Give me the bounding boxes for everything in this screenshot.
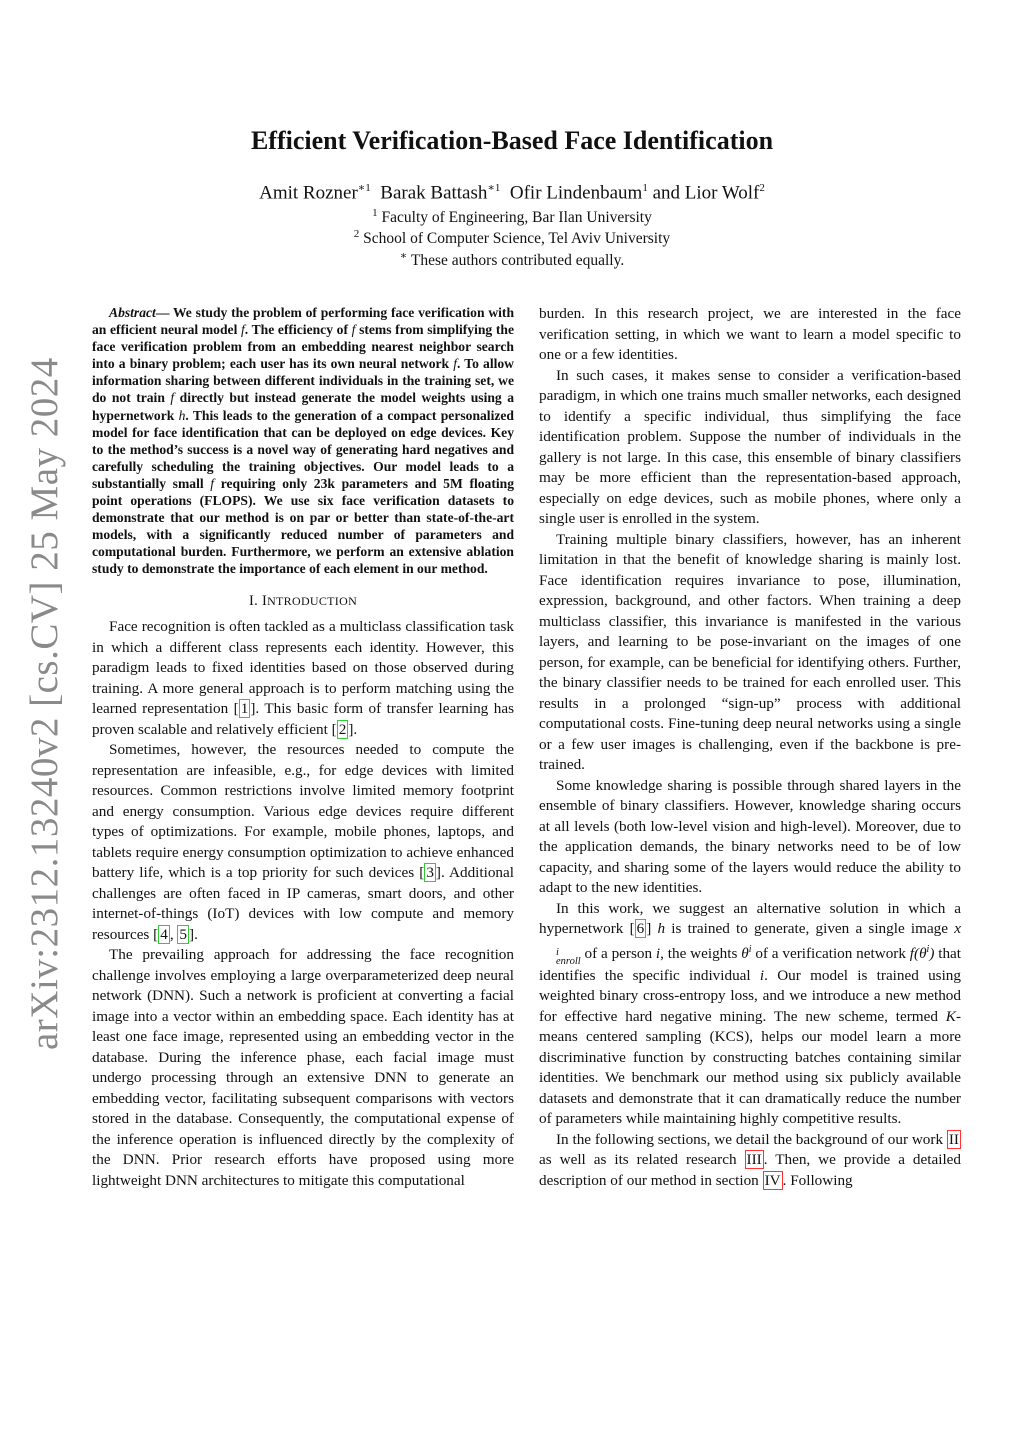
math-f: f (241, 322, 245, 338)
math-subscript: enroll (556, 955, 581, 967)
math-superscript: i (926, 943, 930, 955)
text-run: , (169, 925, 178, 943)
citation-link[interactable]: 6 (636, 920, 645, 937)
abstract-dash: — (155, 305, 173, 320)
section-ref-link[interactable]: IV (764, 1171, 781, 1189)
left-column (92, 304, 514, 1191)
math-superscript: i (556, 946, 559, 958)
abstract-text: . This leads to the generation of a compact personalized model for face identification that can be deployed on edge devices. Key to the method’s success is a novel way of generating hard negatives and carefully scheduling the training objectives. Our model leads to a substantially small (92, 407, 514, 491)
paragraph: burden. In this research project, we are interested in the face verification setting, in which we want to learn a model specific to one or a few identities. (539, 305, 961, 363)
math-superscript: i (748, 943, 752, 955)
text-run: In the following sections, we detail the background of our work (556, 1130, 947, 1148)
paragraph: Some knowledge sharing is possible through shared layers in the ensemble of binary classifiers. However, knowledge sharing occurs at all levels (both low-level vision and high-level). Moreover, due to the application demands, the binary networks need to be of low capacity, and sharing some of the layers would reduce the ability to adapt to the new identities. (539, 776, 961, 896)
text-run: In this work, we suggest an alternative solution in which a hypernetwork (539, 899, 961, 937)
math-f: f (453, 356, 458, 372)
section-heading-introduction (92, 591, 514, 612)
paragraph: Training multiple binary classifiers, however, has an inherent limitation in that the benefit of knowledge sharing is mainly lost. Face identification requires invariance to pose, illumination, expression, background, and other factors. When training a deep multiclass classifier, this invariance is manifested in the various layers, and learning to be pose-invariant on the images of one person, for example, can be beneficial for identifying others. Further, the binary classifier needs to be trained for each enrolled user. This results in a prolonged “sign-up” process with additional computational costs. Fine-tuning deep neural networks using a single or a few user images is challenging, even if the backbone is pre-trained. (539, 530, 961, 773)
math-symbol: ) (929, 944, 935, 962)
math-f: f (170, 390, 175, 406)
text-run: Face recognition is often tackled as a multiclass classification task in which a different class represents each identity. However, this paradigm leads to fixed identities based on those observed during training. A more general approach is to perform matching using the learned representation (92, 618, 514, 717)
text-run: as well as its related research (539, 1151, 745, 1169)
author-name: Barak Battash (380, 182, 488, 204)
text-run: . Our model is trained using weighted binary cross-entropy loss, and we introduce a new method for effective hard negative mining. The new scheme, termed (539, 966, 961, 1025)
affiliation-1 (0, 207, 1024, 227)
text-run: , the weights (660, 944, 742, 962)
text-run: . (194, 925, 198, 943)
text-run: . This basic form of transfer learning has proven scalable and relatively efficient (92, 700, 514, 738)
text-run: . Following (782, 1171, 853, 1189)
math-f: f (210, 475, 215, 491)
author-mark: ∗1 (487, 182, 501, 194)
citation-link[interactable]: 1 (240, 700, 249, 717)
abstract-text: directly but instead generate the model weights using a hypernetwork (92, 390, 514, 423)
paragraph: In such cases, it makes sense to consider a verification-based paradigm, in which one trains much smaller networks, each designed to identify a specific individual, thus simplifying the face identification problem. Suppose the number of individuals in the gallery is not large. In this case, this ensemble of binary classifiers may be more efficient than the representation-based approach, especially on edge devices, such as mobile phones, where only a single user is enrolled in the system. (539, 366, 961, 527)
paragraph: In this work, we suggest an alternative solution in which a hypernetwork [ 6 ] h is trained to generate, given a single image x i enroll of a person i, the weights $\theta^i$ of a verification network $f(\theta^i)$ that identifies the specific individual i. Our model is trained using weighted binary cross-entropy loss, and we introduce a new method for effective hard negative mining. The new scheme, termed K-means centered sampling (KCS), helps our model learn a more discriminative function by constructing batches containing similar identities. We benchmark our method using six publicly available datasets and demonstrate that it can dramatically reduce the number of parameters while maintaining highly competitive results. (539, 899, 961, 1128)
arxiv-identifier: arXiv:2312.13240v2 [cs.CV] 25 May 2024 (23, 357, 66, 1050)
text-run: that identifies the specific individual (539, 944, 961, 984)
paper-title: Efficient Verification-Based Face Identification (250, 126, 774, 155)
affiliation-mark: 2 (353, 228, 360, 240)
author-list (0, 181, 1024, 204)
affiliation-text: Faculty of Engineering, Bar Ilan University (381, 209, 652, 227)
citation-link[interactable]: 5 (179, 925, 187, 943)
author-mark: 2 (759, 182, 765, 194)
author-mark: ∗1 (357, 182, 371, 194)
section-initial: I (261, 592, 268, 609)
citation-link[interactable]: 2 (338, 720, 347, 738)
paragraph: Face recognition is often tackled as a multiclass classification task in which a different class represents each identity. However, this paradigm leads to fixed identities based on those observed during training. A more general approach is to perform matching using the learned representation [ 1 ]. This basic form of transfer learning has proven scalable and relatively efficient [ 2 ]. (92, 618, 514, 738)
paragraph: The prevailing approach for addressing the face recognition challenge involves employing a large overparameterized deep neural network (DNN). Such a network is proficient at converting a facial image into a vector within an embedding space. Each identity has at least one face image, represented using an embedding vector in the database. During the inference phase, each facial image must undergo processing through an extensive DNN to generate an embedding vector, facilitating subsequent comparisons with vectors stored in the database. Consequently, the computational expense of the inference operation is influenced directly by the complexity of the DNN. Prior research efforts have proposed using more lightweight DNN architectures to mitigate this computational (92, 946, 514, 1189)
text-run: . Then, we provide a detailed description of our method in section (539, 1151, 962, 1189)
affiliation-text: These authors contributed equally. (410, 252, 625, 270)
text-run: . Additional challenges are often faced in IP cameras, smart doors, and other internet-of-things (IoT) devices with low compute and memory resources (92, 864, 514, 943)
section-numeral: I. (248, 592, 262, 609)
affiliation-mark: 1 (372, 207, 378, 219)
math-symbol: f(θ (909, 944, 927, 962)
math-h: h (657, 920, 666, 937)
math-h: h (178, 407, 186, 423)
author-name: Amit Rozner (259, 182, 358, 204)
section-title-rest: NTRODUCTION (267, 593, 358, 608)
math-f: f (351, 322, 356, 338)
equal-contribution-note (0, 249, 1024, 270)
section-ref-link[interactable]: II (948, 1130, 959, 1148)
right-column (539, 304, 961, 1191)
abstract-text: We study the problem of performing face verification with an efficient neural model (92, 305, 514, 338)
text-run: of a verification network (751, 944, 910, 962)
author-conjunction: and (652, 182, 680, 204)
abstract-text: . The efficiency of (244, 322, 352, 338)
author-name: Ofir Lindenbaum (509, 182, 643, 204)
math-i: i (655, 944, 661, 962)
affiliation-text: School of Computer Science, Tel Aviv University (363, 230, 671, 248)
math-f-theta (910, 945, 935, 962)
affiliation-2 (0, 228, 1024, 248)
text-run: of a person (580, 944, 656, 962)
text-run: Sometimes, however, the resources needed to compute the representation are infeasible, e.g., for edge devices with limited resources. Common restrictions involve limited memory footprint and energy consumption. Various edge devices require different types of optimizations. For example, mobile phones, laptops, and tablets require energy consumption optimization to achieve enhanced battery life, which is a top priority for such devices (92, 741, 514, 881)
abstract-text: . To allow information sharing between different individuals in the training set, we do not train (92, 356, 514, 406)
paragraph (539, 1130, 961, 1192)
paragraph: Sometimes, however, the resources needed to compute the representation are infeasible, e.g., for edge devices with limited resources. Common restrictions involve limited memory footprint and energy consumption. Various edge devices require different types of optimizations. For example, mobile phones, laptops, and tablets require energy consumption optimization to achieve enhanced battery life, which is a top priority for such devices [ 3 ]. Additional challenges are often faced in IP cameras, smart doors, and other internet-of-things (IoT) devices with low compute and memory resources [ 4 , 5 ]. (92, 741, 514, 943)
citation-link[interactable]: 3 (426, 864, 434, 881)
math-symbol: x (954, 920, 961, 937)
math-symbol: θ (741, 944, 749, 962)
abstract (92, 304, 514, 578)
author-name: Lior Wolf (684, 182, 760, 204)
text-run: . (353, 720, 358, 738)
text-run: -means centered sampling (KCS), helps our model learn a more discriminative function by constructing batches containing similar identities. We benchmark our method using six publicly available datasets and demonstrate that it can dramatically reduce the number of parameters while maintaining highly competitive results. (539, 1007, 961, 1128)
section-ref-link[interactable]: III (746, 1151, 762, 1169)
abstract-text: requiring only 23k parameters and 5M floating point operations (FLOPS). We use six face verification datasets to demonstrate that our method is on par or better than state-of-the-art models, with a significantly reduced number of parameters and computational burden. Furthermore, we perform an extensive ablation study to demonstrate the importance of each element in our method. (92, 475, 515, 577)
citation-link[interactable]: 4 (160, 925, 168, 943)
author-mark: 1 (642, 182, 648, 194)
affiliation-mark: ∗ (399, 250, 408, 262)
text-run: is trained to generate, given a single image (665, 920, 955, 937)
math-K: K (945, 1007, 956, 1025)
abstract-label: Abstract (109, 305, 156, 320)
abstract-text: stems from simplifying the face verification problem from an embedding nearest neighbor search into a binary problem; each user has its own neural network (92, 322, 515, 372)
math-i: i (759, 966, 765, 984)
math-theta (741, 945, 751, 962)
